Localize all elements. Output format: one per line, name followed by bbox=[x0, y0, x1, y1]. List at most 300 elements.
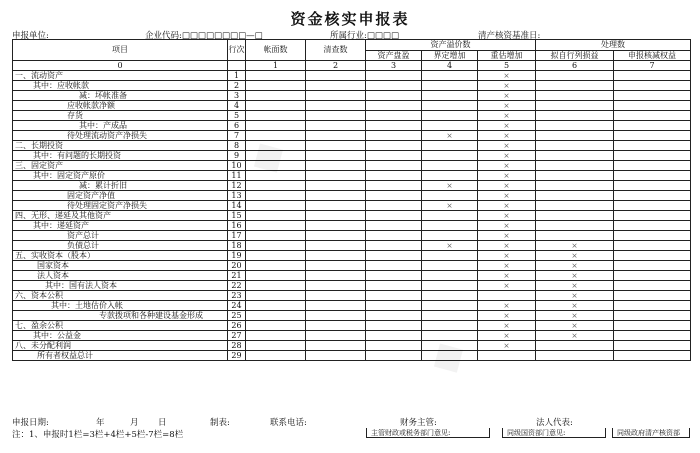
col-surplus-group: 资产溢价数 bbox=[366, 40, 536, 51]
equity-reduction-cell bbox=[614, 241, 691, 251]
defined-increase-cell bbox=[422, 171, 478, 181]
line-number-cell: 22 bbox=[228, 281, 246, 291]
equity-reduction-cell bbox=[614, 141, 691, 151]
line-number-cell: 10 bbox=[228, 161, 246, 171]
revaluation-cell bbox=[478, 351, 536, 361]
line-number-cell: 8 bbox=[228, 141, 246, 151]
check-value-cell bbox=[306, 141, 366, 151]
table-row bbox=[13, 151, 691, 161]
revaluation-cell: × bbox=[478, 211, 536, 221]
equity-reduction-cell bbox=[614, 211, 691, 221]
table-row bbox=[13, 171, 691, 181]
defined-increase-cell bbox=[422, 291, 478, 301]
self-loss-cell: × bbox=[536, 251, 614, 261]
revaluation-cell: × bbox=[478, 261, 536, 271]
check-value-cell bbox=[306, 331, 366, 341]
self-loss-cell bbox=[536, 121, 614, 131]
revaluation-cell: × bbox=[478, 111, 536, 121]
check-value-cell bbox=[306, 351, 366, 361]
surplus-gain-cell bbox=[366, 171, 422, 181]
equity-reduction-cell bbox=[614, 101, 691, 111]
item-cell: 应收帐款净额 bbox=[13, 101, 228, 111]
defined-increase-cell: × bbox=[422, 181, 478, 191]
book-value-cell bbox=[246, 271, 306, 281]
defined-increase-cell bbox=[422, 231, 478, 241]
check-value-cell bbox=[306, 261, 366, 271]
equity-reduction-cell bbox=[614, 81, 691, 91]
item-cell: 其中：应收帐款 bbox=[13, 81, 228, 91]
col-equity-reduction: 申报核减权益 bbox=[614, 50, 691, 61]
table-row bbox=[13, 271, 691, 281]
column-code-row bbox=[13, 61, 691, 71]
equity-reduction-cell bbox=[614, 111, 691, 121]
book-value-cell bbox=[246, 301, 306, 311]
day-label: 日 bbox=[158, 418, 167, 428]
revaluation-cell: × bbox=[478, 171, 536, 181]
defined-increase-cell bbox=[422, 71, 478, 81]
line-number-cell: 28 bbox=[228, 341, 246, 351]
item-cell: 待处理流动资产净损失 bbox=[13, 131, 228, 141]
col-book: 帐面数 bbox=[246, 40, 306, 61]
col-self-loss: 拟自行列损益 bbox=[536, 50, 614, 61]
self-loss-cell: × bbox=[536, 281, 614, 291]
line-number-cell: 13 bbox=[228, 191, 246, 201]
line-number-cell: 26 bbox=[228, 321, 246, 331]
revaluation-cell: × bbox=[478, 131, 536, 141]
self-loss-cell bbox=[536, 231, 614, 241]
col-check: 清查数 bbox=[306, 40, 366, 61]
item-cell: 所有者权益总计 bbox=[13, 351, 228, 361]
surplus-gain-cell bbox=[366, 271, 422, 281]
col-process-group: 处理数 bbox=[536, 40, 691, 51]
self-loss-cell bbox=[536, 131, 614, 141]
col-defined-increase: 界定增加 bbox=[422, 50, 478, 61]
revaluation-cell: × bbox=[478, 201, 536, 211]
table-row bbox=[13, 101, 691, 111]
book-value-cell bbox=[246, 171, 306, 181]
item-cell: 三、固定资产 bbox=[13, 161, 228, 171]
defined-increase-cell bbox=[422, 101, 478, 111]
equity-reduction-cell bbox=[614, 251, 691, 261]
defined-increase-cell bbox=[422, 261, 478, 271]
code-cell: 5 bbox=[478, 61, 536, 71]
book-value-cell bbox=[246, 291, 306, 301]
table-row bbox=[13, 131, 691, 141]
opinion-box-gov: 同级政府清产核资部 bbox=[612, 428, 690, 438]
table-row bbox=[13, 231, 691, 241]
defined-increase-cell bbox=[422, 311, 478, 321]
check-value-cell bbox=[306, 341, 366, 351]
revaluation-cell: × bbox=[478, 161, 536, 171]
table-row bbox=[13, 141, 691, 151]
self-loss-cell: × bbox=[536, 291, 614, 301]
surplus-gain-cell bbox=[366, 91, 422, 101]
code-cell: 2 bbox=[306, 61, 366, 71]
check-value-cell bbox=[306, 281, 366, 291]
book-value-cell bbox=[246, 111, 306, 121]
col-surplus-gain: 资产盘盈 bbox=[366, 50, 422, 61]
book-value-cell bbox=[246, 141, 306, 151]
check-value-cell bbox=[306, 201, 366, 211]
self-loss-cell bbox=[536, 171, 614, 181]
item-cell: 其中：有问题的长期投资 bbox=[13, 151, 228, 161]
equity-reduction-cell bbox=[614, 171, 691, 181]
surplus-gain-cell bbox=[366, 161, 422, 171]
revaluation-cell: × bbox=[478, 141, 536, 151]
line-number-cell: 19 bbox=[228, 251, 246, 261]
item-cell: 八、未分配利润 bbox=[13, 341, 228, 351]
footnote: 注：1、申报时1栏=3栏+4栏+5栏-7栏=8栏 bbox=[12, 430, 184, 440]
self-loss-cell: × bbox=[536, 261, 614, 271]
check-value-cell bbox=[306, 211, 366, 221]
table-row bbox=[13, 311, 691, 321]
revaluation-cell: × bbox=[478, 91, 536, 101]
line-number-cell: 6 bbox=[228, 121, 246, 131]
table-row bbox=[13, 191, 691, 201]
table-body bbox=[13, 71, 691, 361]
revaluation-cell: × bbox=[478, 281, 536, 291]
defined-increase-cell: × bbox=[422, 131, 478, 141]
defined-increase-cell bbox=[422, 81, 478, 91]
table-row bbox=[13, 321, 691, 331]
revaluation-cell: × bbox=[478, 311, 536, 321]
defined-increase-cell bbox=[422, 211, 478, 221]
revaluation-cell: × bbox=[478, 331, 536, 341]
equity-reduction-cell bbox=[614, 291, 691, 301]
item-cell: 六、资本公积 bbox=[13, 291, 228, 301]
self-loss-cell bbox=[536, 141, 614, 151]
item-cell: 七、盈余公积 bbox=[13, 321, 228, 331]
equity-reduction-cell bbox=[614, 161, 691, 171]
check-value-cell bbox=[306, 131, 366, 141]
item-cell: 二、长期投资 bbox=[13, 141, 228, 151]
book-value-cell bbox=[246, 151, 306, 161]
self-loss-cell: × bbox=[536, 271, 614, 281]
table-row bbox=[13, 181, 691, 191]
item-cell: 国家资本 bbox=[13, 261, 228, 271]
defined-increase-cell bbox=[422, 111, 478, 121]
book-value-cell bbox=[246, 311, 306, 321]
book-value-cell bbox=[246, 201, 306, 211]
item-cell: 待处理固定资产净损失 bbox=[13, 201, 228, 211]
revaluation-cell: × bbox=[478, 301, 536, 311]
surplus-gain-cell bbox=[366, 71, 422, 81]
code-cell: 6 bbox=[536, 61, 614, 71]
equity-reduction-cell bbox=[614, 231, 691, 241]
book-value-cell bbox=[246, 81, 306, 91]
book-value-cell bbox=[246, 221, 306, 231]
table-row bbox=[13, 121, 691, 131]
line-number-cell: 1 bbox=[228, 71, 246, 81]
line-number-cell: 9 bbox=[228, 151, 246, 161]
col-line: 行次 bbox=[228, 40, 246, 61]
revaluation-cell: × bbox=[478, 341, 536, 351]
self-loss-cell bbox=[536, 161, 614, 171]
preparer-label: 制表: bbox=[210, 418, 230, 428]
revaluation-cell: × bbox=[478, 181, 536, 191]
book-value-cell bbox=[246, 161, 306, 171]
equity-reduction-cell bbox=[614, 221, 691, 231]
equity-reduction-cell bbox=[614, 261, 691, 271]
surplus-gain-cell bbox=[366, 251, 422, 261]
surplus-gain-cell bbox=[366, 191, 422, 201]
surplus-gain-cell bbox=[366, 331, 422, 341]
book-value-cell bbox=[246, 191, 306, 201]
line-number-cell: 11 bbox=[228, 171, 246, 181]
revaluation-cell: × bbox=[478, 271, 536, 281]
line-number-cell: 17 bbox=[228, 231, 246, 241]
book-value-cell bbox=[246, 101, 306, 111]
line-number-cell: 15 bbox=[228, 211, 246, 221]
book-value-cell bbox=[246, 351, 306, 361]
code-cell: 1 bbox=[246, 61, 306, 71]
line-number-cell: 25 bbox=[228, 311, 246, 321]
self-loss-cell: × bbox=[536, 311, 614, 321]
asset-report-table bbox=[12, 39, 691, 361]
line-number-cell: 3 bbox=[228, 91, 246, 101]
revaluation-cell: × bbox=[478, 81, 536, 91]
line-number-cell: 24 bbox=[228, 301, 246, 311]
defined-increase-cell bbox=[422, 91, 478, 101]
check-value-cell bbox=[306, 181, 366, 191]
self-loss-cell bbox=[536, 101, 614, 111]
defined-increase-cell bbox=[422, 251, 478, 261]
item-cell: 资产总计 bbox=[13, 231, 228, 241]
check-value-cell bbox=[306, 231, 366, 241]
table-row bbox=[13, 161, 691, 171]
line-number-cell: 23 bbox=[228, 291, 246, 301]
table-row bbox=[13, 341, 691, 351]
table-row bbox=[13, 111, 691, 121]
surplus-gain-cell bbox=[366, 261, 422, 271]
equity-reduction-cell bbox=[614, 341, 691, 351]
defined-increase-cell: × bbox=[422, 201, 478, 211]
self-loss-cell bbox=[536, 91, 614, 101]
check-value-cell bbox=[306, 111, 366, 121]
book-value-cell bbox=[246, 181, 306, 191]
check-value-cell bbox=[306, 291, 366, 301]
surplus-gain-cell bbox=[366, 151, 422, 161]
line-number-cell: 2 bbox=[228, 81, 246, 91]
line-number-cell: 27 bbox=[228, 331, 246, 341]
line-number-cell: 4 bbox=[228, 101, 246, 111]
watermark-mark: ◆ bbox=[239, 124, 295, 187]
surplus-gain-cell bbox=[366, 131, 422, 141]
line-number-cell: 20 bbox=[228, 261, 246, 271]
table-row bbox=[13, 291, 691, 301]
defined-increase-cell bbox=[422, 301, 478, 311]
table-row bbox=[13, 211, 691, 221]
equity-reduction-cell bbox=[614, 351, 691, 361]
revaluation-cell: × bbox=[478, 321, 536, 331]
code-cell: 7 bbox=[614, 61, 691, 71]
surplus-gain-cell bbox=[366, 241, 422, 251]
equity-reduction-cell bbox=[614, 281, 691, 291]
line-number-cell: 14 bbox=[228, 201, 246, 211]
industry-label: 所属行业:□□□□ bbox=[330, 31, 399, 41]
surplus-gain-cell bbox=[366, 221, 422, 231]
self-loss-cell bbox=[536, 151, 614, 161]
check-value-cell bbox=[306, 121, 366, 131]
self-loss-cell bbox=[536, 181, 614, 191]
check-value-cell bbox=[306, 301, 366, 311]
self-loss-cell bbox=[536, 221, 614, 231]
book-value-cell bbox=[246, 91, 306, 101]
surplus-gain-cell bbox=[366, 211, 422, 221]
self-loss-cell bbox=[536, 201, 614, 211]
revaluation-cell: × bbox=[478, 191, 536, 201]
equity-reduction-cell bbox=[614, 131, 691, 141]
surplus-gain-cell bbox=[366, 341, 422, 351]
check-value-cell bbox=[306, 101, 366, 111]
equity-reduction-cell bbox=[614, 331, 691, 341]
defined-increase-cell bbox=[422, 341, 478, 351]
code-cell: 3 bbox=[366, 61, 422, 71]
line-number-cell: 18 bbox=[228, 241, 246, 251]
opinion-box-finance: 主管财政或税务部门意见: bbox=[366, 428, 490, 438]
revaluation-cell: × bbox=[478, 101, 536, 111]
check-value-cell bbox=[306, 71, 366, 81]
equity-reduction-cell bbox=[614, 321, 691, 331]
defined-increase-cell bbox=[422, 281, 478, 291]
base-date-label: 清产核资基准日: bbox=[478, 31, 541, 41]
equity-reduction-cell bbox=[614, 301, 691, 311]
check-value-cell bbox=[306, 221, 366, 231]
defined-increase-cell bbox=[422, 351, 478, 361]
table-row bbox=[13, 301, 691, 311]
table-row bbox=[13, 221, 691, 231]
item-cell: 减：坏帐准备 bbox=[13, 91, 228, 101]
item-cell: 其中：公益金 bbox=[13, 331, 228, 341]
book-value-cell bbox=[246, 71, 306, 81]
line-number-cell: 7 bbox=[228, 131, 246, 141]
check-value-cell bbox=[306, 251, 366, 261]
defined-increase-cell bbox=[422, 271, 478, 281]
month-label: 月 bbox=[130, 418, 139, 428]
equity-reduction-cell bbox=[614, 191, 691, 201]
book-value-cell bbox=[246, 231, 306, 241]
item-cell: 其中：产成品 bbox=[13, 121, 228, 131]
surplus-gain-cell bbox=[366, 101, 422, 111]
self-loss-cell bbox=[536, 111, 614, 121]
revaluation-cell: × bbox=[478, 231, 536, 241]
check-value-cell bbox=[306, 91, 366, 101]
book-value-cell bbox=[246, 281, 306, 291]
surplus-gain-cell bbox=[366, 351, 422, 361]
defined-increase-cell bbox=[422, 151, 478, 161]
report-date-label: 申报日期: bbox=[12, 418, 49, 428]
book-value-cell bbox=[246, 211, 306, 221]
item-cell: 其中：国有法人资本 bbox=[13, 281, 228, 291]
self-loss-cell bbox=[536, 71, 614, 81]
item-cell: 负债总计 bbox=[13, 241, 228, 251]
equity-reduction-cell bbox=[614, 201, 691, 211]
opinion-box-asset-dept: 同级国资部门意见: bbox=[502, 428, 606, 438]
surplus-gain-cell bbox=[366, 231, 422, 241]
table-row bbox=[13, 71, 691, 81]
col-item: 项目 bbox=[13, 40, 228, 61]
code-cell: 4 bbox=[422, 61, 478, 71]
check-value-cell bbox=[306, 321, 366, 331]
defined-increase-cell bbox=[422, 141, 478, 151]
table-row bbox=[13, 261, 691, 271]
book-value-cell bbox=[246, 121, 306, 131]
self-loss-cell bbox=[536, 351, 614, 361]
page-title: 资金核实申报表 bbox=[290, 10, 410, 28]
defined-increase-cell bbox=[422, 191, 478, 201]
self-loss-cell bbox=[536, 211, 614, 221]
table-row bbox=[13, 331, 691, 341]
table-row bbox=[13, 251, 691, 261]
self-loss-cell: × bbox=[536, 331, 614, 341]
equity-reduction-cell bbox=[614, 311, 691, 321]
check-value-cell bbox=[306, 161, 366, 171]
surplus-gain-cell bbox=[366, 111, 422, 121]
check-value-cell bbox=[306, 171, 366, 181]
item-cell: 减：累计折旧 bbox=[13, 181, 228, 191]
surplus-gain-cell bbox=[366, 121, 422, 131]
book-value-cell bbox=[246, 251, 306, 261]
self-loss-cell: × bbox=[536, 301, 614, 311]
finance-head-label: 财务主管: bbox=[400, 418, 437, 428]
year-label: 年 bbox=[96, 418, 105, 428]
code-cell: 0 bbox=[13, 61, 228, 71]
book-value-cell bbox=[246, 261, 306, 271]
book-value-cell bbox=[246, 331, 306, 341]
item-cell: 五、实收资本（股本） bbox=[13, 251, 228, 261]
table-row bbox=[13, 91, 691, 101]
col-revaluation-increase: 重估增加 bbox=[478, 50, 536, 61]
line-number-cell: 29 bbox=[228, 351, 246, 361]
check-value-cell bbox=[306, 311, 366, 321]
defined-increase-cell: × bbox=[422, 241, 478, 251]
self-loss-cell bbox=[536, 81, 614, 91]
line-number-cell: 16 bbox=[228, 221, 246, 231]
revaluation-cell: × bbox=[478, 121, 536, 131]
defined-increase-cell bbox=[422, 161, 478, 171]
self-loss-cell bbox=[536, 191, 614, 201]
self-loss-cell bbox=[536, 341, 614, 351]
table-row bbox=[13, 241, 691, 251]
self-loss-cell: × bbox=[536, 321, 614, 331]
check-value-cell bbox=[306, 271, 366, 281]
defined-increase-cell bbox=[422, 121, 478, 131]
surplus-gain-cell bbox=[366, 291, 422, 301]
item-cell: 固定资产净值 bbox=[13, 191, 228, 201]
equity-reduction-cell bbox=[614, 91, 691, 101]
revaluation-cell: × bbox=[478, 151, 536, 161]
item-cell: 专款拨项和各种建设基金形成 bbox=[13, 311, 228, 321]
defined-increase-cell bbox=[422, 331, 478, 341]
legal-rep-label: 法人代表: bbox=[536, 418, 573, 428]
surplus-gain-cell bbox=[366, 311, 422, 321]
line-number-cell: 21 bbox=[228, 271, 246, 281]
surplus-gain-cell bbox=[366, 81, 422, 91]
item-cell: 其中：固定资产原价 bbox=[13, 171, 228, 181]
item-cell: 法人资本 bbox=[13, 271, 228, 281]
defined-increase-cell bbox=[422, 321, 478, 331]
enterprise-code-label: 企业代码:□□□□□□□□—□ bbox=[145, 31, 263, 41]
check-value-cell bbox=[306, 151, 366, 161]
book-value-cell bbox=[246, 341, 306, 351]
check-value-cell bbox=[306, 81, 366, 91]
equity-reduction-cell bbox=[614, 151, 691, 161]
surplus-gain-cell bbox=[366, 301, 422, 311]
line-number-cell: 12 bbox=[228, 181, 246, 191]
table-row bbox=[13, 201, 691, 211]
equity-reduction-cell bbox=[614, 71, 691, 81]
watermark-mark: ◆ bbox=[419, 324, 475, 387]
